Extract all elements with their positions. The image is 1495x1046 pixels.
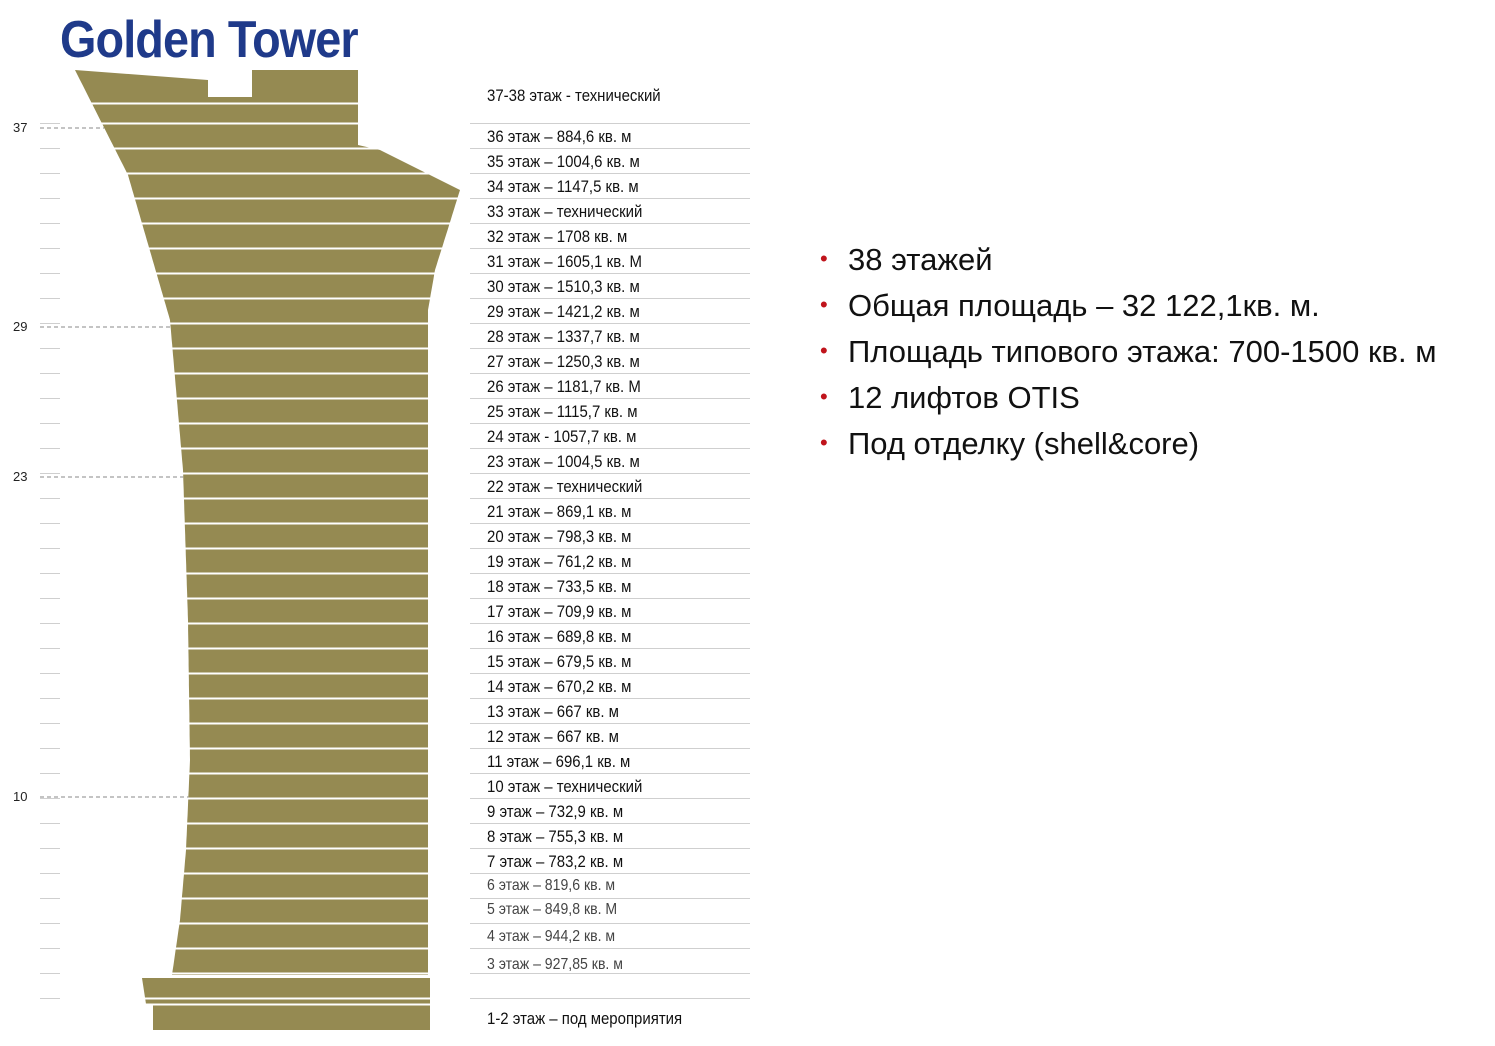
fact-text: Общая площадь – 32 122,1кв. м. [848,288,1320,323]
floor-label: 7 этаж – 783,2 кв. м [487,852,624,871]
fact-text: 38 этажей [848,242,993,277]
floor-label: 16 этаж – 689,8 кв. м [487,627,632,646]
facts-list [820,236,1437,466]
bullet-icon: • [820,246,828,271]
floor-label: 11 этаж – 696,1 кв. м [487,752,631,771]
tower-body [75,70,460,1030]
bullet-icon: • [820,292,828,317]
floor-label: 34 этаж – 1147,5 кв. м [487,177,639,196]
floor-label: 1-2 этаж – под мероприятия [487,1009,683,1028]
floor-marker-label: 29 [13,319,28,334]
bullet-icon: • [820,430,828,455]
floor-label: 18 этаж – 733,5 кв. м [487,577,632,596]
floor-label: 13 этаж – 667 кв. м [487,702,619,721]
fact-text: Площадь типового этажа: 700-1500 кв. м [848,334,1437,369]
floor-label: 32 этаж – 1708 кв. м [487,227,628,246]
fact-item [820,374,1437,420]
floor-label: 15 этаж – 679,5 кв. м [487,652,632,671]
floor-label: 27 этаж – 1250,3 кв. м [487,352,640,371]
floor-label: 8 этаж – 755,3 кв. м [487,827,624,846]
page-title: Golden Tower [60,11,358,69]
floor-label: 28 этаж – 1337,7 кв. м [487,327,640,346]
floor-label: 23 этаж – 1004,5 кв. м [487,452,640,471]
floor-label: 20 этаж – 798,3 кв. м [487,527,632,546]
floor-label: 4 этаж – 944,2 кв. м [487,928,616,945]
floor-label: 37-38 этаж - технический [487,86,661,105]
fact-item [820,282,1437,328]
floor-label: 25 этаж – 1115,7 кв. м [487,402,638,421]
floor-label: 12 этаж – 667 кв. м [487,727,619,746]
floor-label: 36 этаж – 884,6 кв. м [487,127,632,146]
floor-label: 6 этаж – 819,6 кв. м [487,877,616,894]
floor-label: 30 этаж – 1510,3 кв. м [487,277,640,296]
bullet-icon: • [820,384,828,409]
fact-text: 12 лифтов OTIS [848,380,1080,415]
floor-label: 19 этаж – 761,2 кв. м [487,552,632,571]
floor-label: 22 этаж – технический [487,477,643,496]
fact-text: Под отделку (shell&core) [848,426,1200,461]
floor-label: 17 этаж – 709,9 кв. м [487,602,632,621]
fact-item [820,328,1437,374]
floor-label: 33 этаж – технический [487,202,643,221]
floor-label: 9 этаж – 732,9 кв. м [487,802,624,821]
bullet-icon: • [820,338,828,363]
floor-label: 26 этаж – 1181,7 кв. М [487,377,641,396]
floor-label: 35 этаж – 1004,6 кв. м [487,152,640,171]
floor-label: 3 этаж – 927,85 кв. м [487,956,623,973]
floor-marker-label: 23 [13,469,28,484]
floor-marker-label: 37 [13,120,28,135]
fact-item [820,420,1437,466]
floor-marker-label: 10 [13,789,28,804]
floor-label: 14 этаж – 670,2 кв. м [487,677,632,696]
floor-label: 31 этаж – 1605,1 кв. М [487,252,642,271]
floor-label: 24 этаж - 1057,7 кв. м [487,427,637,446]
floor-label: 10 этаж – технический [487,777,643,796]
floor-label: 5 этаж – 849,8 кв. М [487,901,618,918]
floor-label: 29 этаж – 1421,2 кв. м [487,302,640,321]
floor-label: 21 этаж – 869,1 кв. м [487,502,632,521]
fact-item [820,236,1437,282]
